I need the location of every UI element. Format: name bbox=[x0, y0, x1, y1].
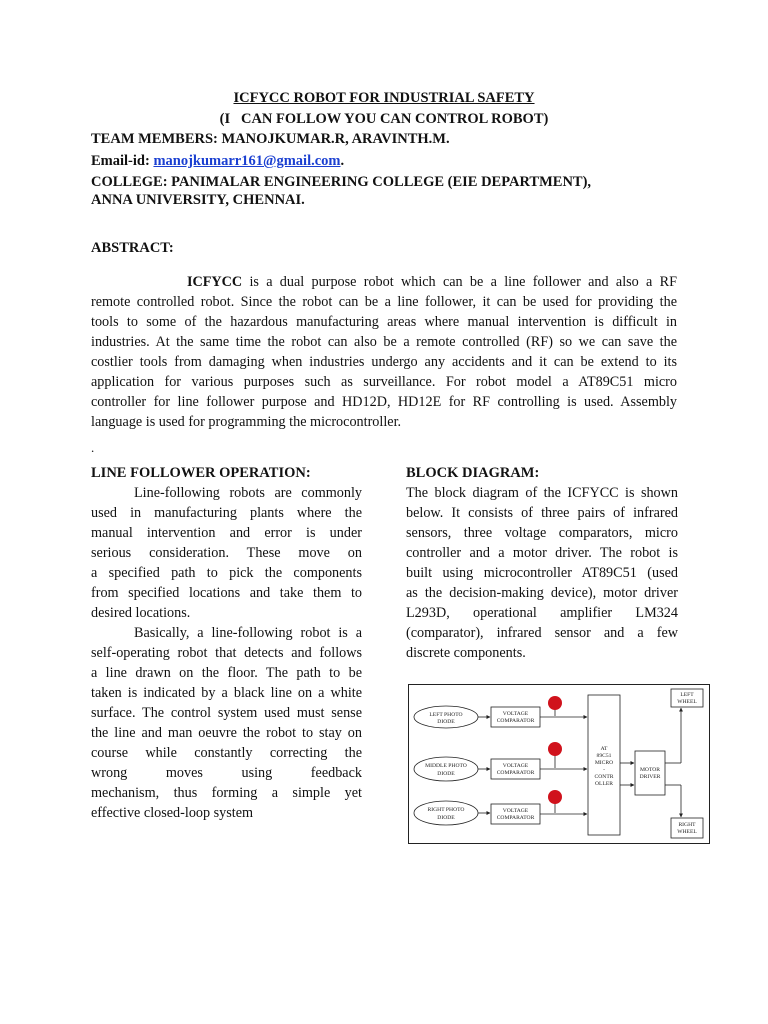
lf-para1-line: manual intervention and error is under bbox=[91, 525, 362, 541]
led-3 bbox=[548, 790, 562, 804]
email-link[interactable]: manojkumarr161@gmail.com bbox=[153, 153, 341, 169]
email-line bbox=[91, 153, 344, 170]
right-wheel-label: RIGHT bbox=[678, 822, 696, 828]
motor-driver-block bbox=[635, 751, 665, 795]
middle-photodiode-label-2: DIODE bbox=[437, 771, 455, 777]
lf-para2-line: taken is indicated by a black line on a white bbox=[91, 685, 362, 701]
line-follower-heading: LINE FOLLOWER OPERATION: bbox=[91, 465, 311, 481]
comparator-2-label-2: COMPARATOR bbox=[496, 770, 535, 776]
mcu-label-4: - bbox=[603, 767, 605, 773]
line-follower-section bbox=[91, 463, 362, 823]
comparator-3-label-2: COMPARATOR bbox=[496, 815, 535, 821]
bd-line: built using microcontroller AT89C51 (used bbox=[406, 565, 678, 581]
right-photodiode-label-2: DIODE bbox=[437, 815, 455, 821]
lf-para2-line: wrong moves using feedback bbox=[91, 765, 362, 781]
left-wheel-label-2: WHEEL bbox=[677, 699, 697, 705]
mcu-label-5: CONTR bbox=[594, 774, 614, 780]
abstract-paragraph bbox=[91, 272, 677, 432]
lf-para2-line: self-operating robot that detects and follows bbox=[91, 645, 362, 661]
abstract-heading: ABSTRACT: bbox=[91, 240, 174, 256]
doc-title: ICFYCC ROBOT FOR INDUSTRIAL SAFETY bbox=[233, 90, 535, 106]
lf-para1-line: serious consideration. These move on bbox=[91, 545, 362, 561]
right-photodiode-ellipse bbox=[414, 801, 478, 825]
middle-photodiode-ellipse bbox=[414, 757, 478, 781]
stray-dot: . bbox=[91, 440, 95, 455]
voltage-comparator-3 bbox=[491, 804, 540, 824]
mcu-label-6: OLLER bbox=[594, 781, 614, 787]
abstract-line: industries. At the same time the robot can also be a remote controlled (RF) so we can save the bbox=[91, 334, 677, 350]
bd-line: discrete components. bbox=[406, 645, 526, 661]
comparator-1-label-2: COMPARATOR bbox=[496, 718, 535, 724]
abstract-line: costlier tools from damaging when industries undergo any accidents and it can be extend to its bbox=[91, 354, 677, 370]
comparator-1-label: VOLTAGE bbox=[502, 711, 529, 717]
block-diagram-heading: BLOCK DIAGRAM: bbox=[406, 465, 540, 481]
mcu-label-1: AT bbox=[600, 746, 608, 752]
left-wheel-label: LEFT bbox=[680, 692, 694, 698]
middle-photodiode-label: MIDDLE PHOTO bbox=[425, 763, 467, 769]
abstract-lead-word: ICFYCC bbox=[187, 274, 243, 290]
lf-para1-line: a specified path to pick the components bbox=[91, 565, 362, 581]
block-diagram-svg bbox=[409, 685, 709, 843]
lf-para2-line: course while constantly correcting the bbox=[91, 745, 362, 761]
lf-para1-line: Line-following robots are commonly bbox=[134, 485, 362, 501]
abstract-line: remote controlled robot. Since the robot can be a line follower, it can be used for providing the bbox=[91, 294, 677, 310]
comparator-2-label: VOLTAGE bbox=[502, 763, 529, 769]
team-members: TEAM MEMBERS: MANOJKUMAR.R, ARAVINTH.M. bbox=[91, 131, 450, 147]
lf-para1-line: desired locations. bbox=[91, 605, 191, 621]
mcu-label-3: MICRO bbox=[594, 760, 614, 766]
lf-para2-line: Basically, a line-following robot is a bbox=[134, 625, 362, 641]
mcu-label-2: 89C51 bbox=[596, 753, 612, 759]
bd-line: controller and a motor driver. The robot is bbox=[406, 545, 678, 561]
abstract-line: ICFYCC is a dual purpose robot which can be a line follower and also a RF bbox=[187, 274, 677, 290]
voltage-comparator-1 bbox=[491, 707, 540, 727]
email-label: Email-id: bbox=[91, 153, 154, 169]
motor-driver-label-2: DRIVER bbox=[639, 774, 661, 780]
college-line-1: COLLEGE: PANIMALAR ENGINEERING COLLEGE (EIE DEPARTMENT), bbox=[91, 174, 592, 190]
lf-para2-line: a line drawn on the floor. The path to be bbox=[91, 665, 362, 681]
abstract-line: language is used for programming the microcontroller. bbox=[91, 414, 402, 430]
right-wheel-block bbox=[671, 818, 703, 838]
lf-para2-line: effective closed-loop system bbox=[91, 805, 254, 821]
abstract-line: application for various purposes such as surveillance. For robot model a AT89C51 micro bbox=[91, 374, 677, 390]
led-2 bbox=[548, 742, 562, 756]
lf-para1-line: from specified locations and take them to bbox=[91, 585, 362, 601]
abstract-line: controller for line follower purpose and HD12D, HD12E for RF controlling is used. Assembly bbox=[91, 394, 677, 410]
lf-para1-line: used in manufacturing plants where the bbox=[91, 505, 362, 521]
email-suffix: . bbox=[340, 153, 345, 169]
college-line-2: ANNA UNIVERSITY, CHENNAI. bbox=[91, 192, 305, 208]
abstract-line: tools to some of the hazardous manufacturing areas where manual intervention is difficult in bbox=[91, 314, 677, 330]
bd-line: (comparator), infrared sensor and a few bbox=[406, 625, 678, 641]
left-photodiode-label-2: DIODE bbox=[437, 719, 455, 725]
lf-para2-line: mechanism, thus forming a simple yet bbox=[91, 785, 362, 801]
left-photodiode-label: LEFT PHOTO bbox=[429, 712, 463, 718]
led-1 bbox=[548, 696, 562, 710]
bd-line: below. It consists of three pairs of infrared bbox=[406, 505, 678, 521]
right-photodiode-label: RIGHT PHOTO bbox=[427, 807, 465, 813]
bd-line: L293D, operational amplifier LM324 bbox=[406, 605, 678, 621]
lf-para2-line: surface. The control system used must sense bbox=[91, 705, 362, 721]
block-diagram-figure bbox=[408, 684, 710, 844]
bd-line: The block diagram of the ICFYCC is shown bbox=[406, 485, 678, 501]
doc-subtitle: (I CAN FOLLOW YOU CAN CONTROL ROBOT) bbox=[219, 111, 549, 127]
bd-line: as the decision-making device), motor driver bbox=[406, 585, 678, 601]
bd-line: sensors, three voltage comparators, micro bbox=[406, 525, 678, 541]
right-wheel-label-2: WHEEL bbox=[677, 829, 697, 835]
motor-driver-label: MOTOR bbox=[639, 767, 661, 773]
comparator-3-label: VOLTAGE bbox=[502, 808, 529, 814]
lf-para2-line: the line and man oeuvre the robot to stay on bbox=[91, 725, 362, 741]
block-diagram-section bbox=[406, 463, 678, 663]
voltage-comparator-2 bbox=[491, 759, 540, 779]
